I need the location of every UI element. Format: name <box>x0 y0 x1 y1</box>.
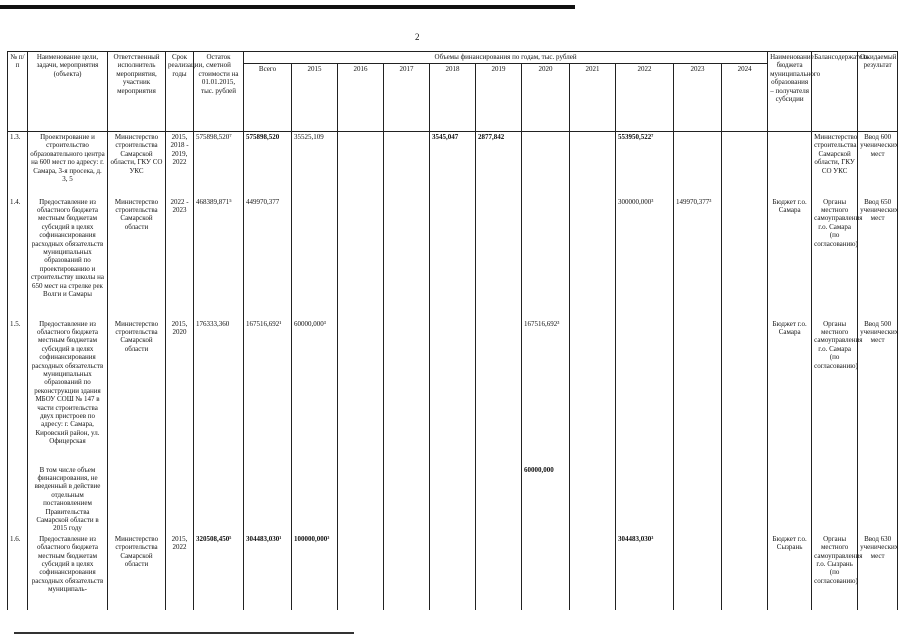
cell-year <box>430 197 476 319</box>
cell-year: 304483,030³ <box>616 534 674 610</box>
cell-holder: Министерство строительства Самарской области, ГКУ СО УКС <box>812 132 858 197</box>
cell-total <box>244 465 292 534</box>
col-funding: Объемы финансирования по годам, тыс. рублей <box>244 52 768 64</box>
cell-year: 100000,000³ <box>292 534 338 610</box>
cell-result <box>858 465 898 534</box>
cell-year <box>338 534 384 610</box>
col-executor: Ответственный исполнитель мероприятия, участник мероприятия <box>108 52 166 132</box>
cell-remainder: 575898,520⁷ <box>194 132 244 197</box>
cell-executor: Министерство строительства Самарской области <box>108 319 166 465</box>
cell-total: 167516,692¹ <box>244 319 292 465</box>
cell-year <box>522 197 570 319</box>
col-year: 2017 <box>384 64 430 132</box>
cell-year <box>384 534 430 610</box>
cell-term: 2015, 2018 - 2019, 2022 <box>166 132 194 197</box>
col-year: 2022 <box>616 64 674 132</box>
col-year: 2023 <box>674 64 722 132</box>
cell-year <box>384 197 430 319</box>
cell-holder <box>812 465 858 534</box>
cell-year <box>476 465 522 534</box>
col-year: 2019 <box>476 64 522 132</box>
table-row <box>8 465 898 534</box>
col-year: 2016 <box>338 64 384 132</box>
cell-year <box>476 197 522 319</box>
cell-year <box>570 132 616 197</box>
cell-remainder: 176333,360 <box>194 319 244 465</box>
cell-name: Предоставление из областного бюджета местным бюджетам субсидий в целях софинансирования расходных обязательств муниципаль- <box>28 534 108 610</box>
col-remainder: Остаток сметной стоимости на 01.01.2015, тыс. рублей <box>194 52 244 132</box>
cell-year: 149970,377³ <box>674 197 722 319</box>
footer-rule <box>14 632 354 634</box>
cell-year <box>674 534 722 610</box>
col-total: Всего <box>244 64 292 132</box>
col-holder: Балансодержатель <box>812 52 858 132</box>
col-year: 2021 <box>570 64 616 132</box>
cell-year: 60000,000³ <box>292 319 338 465</box>
col-year: 2015 <box>292 64 338 132</box>
cell-year: 3545,047 <box>430 132 476 197</box>
cell-year <box>430 534 476 610</box>
cell-term <box>166 465 194 534</box>
cell-year <box>338 197 384 319</box>
col-result: Ожидаемый результат <box>858 52 898 132</box>
cell-year: 553950,522⁷ <box>616 132 674 197</box>
cell-executor: Министерство строительства Самарской области <box>108 534 166 610</box>
col-term: Срок реализации, годы <box>166 52 194 132</box>
cell-budget: Бюджет г.о. Сызрань <box>768 534 812 610</box>
col-year: 2020 <box>522 64 570 132</box>
cell-result: Ввод 650 ученических мест <box>858 197 898 319</box>
cell-year <box>570 197 616 319</box>
cell-year <box>476 319 522 465</box>
cell-total: 304483,030¹ <box>244 534 292 610</box>
cell-year <box>722 197 768 319</box>
cell-year <box>384 132 430 197</box>
table-row <box>8 132 898 197</box>
cell-executor: Министерство строительства Самарской области, ГКУ СО УКС <box>108 132 166 197</box>
cell-holder: Органы местного самоуправления г.о. Самара (по согласованию) <box>812 319 858 465</box>
cell-year <box>384 319 430 465</box>
cell-num: 1.6. <box>8 534 28 610</box>
cell-remainder <box>194 465 244 534</box>
cell-year <box>570 465 616 534</box>
table-row <box>8 319 898 465</box>
cell-year <box>570 319 616 465</box>
cell-term: 2022 - 2023 <box>166 197 194 319</box>
cell-holder: Органы местного самоуправления г.о. Самара (по согласованию) <box>812 197 858 319</box>
cell-budget: Бюджет г.о. Самара <box>768 197 812 319</box>
table-row <box>8 197 898 319</box>
cell-budget <box>768 465 812 534</box>
cell-year: 167516,692³ <box>522 319 570 465</box>
cell-name: Предоставление из областного бюджета местным бюджетам субсидий в целях софинансирования расходных обязательств муниципальных образований по реконструкции здания МБОУ СОШ № 147 в части строительства двух пристроев по адресу: г. Самара, Кировский район, ул. Офицерская <box>28 319 108 465</box>
funding-table <box>7 51 898 610</box>
cell-year <box>338 465 384 534</box>
header-rule <box>0 5 575 9</box>
cell-year <box>338 319 384 465</box>
cell-executor: Министерство строительства Самарской области <box>108 197 166 319</box>
cell-year <box>674 465 722 534</box>
col-name: Наименование цели, задачи, мероприятия (объекта) <box>28 52 108 132</box>
cell-term: 2015, 2020 <box>166 319 194 465</box>
cell-remainder: 468389,871⁵ <box>194 197 244 319</box>
cell-year <box>674 132 722 197</box>
cell-year: 60000,000 <box>522 465 570 534</box>
cell-year <box>616 465 674 534</box>
cell-num: 1.5. <box>8 319 28 465</box>
cell-result: Ввод 600 ученических мест <box>858 132 898 197</box>
cell-total: 575898,520 <box>244 132 292 197</box>
cell-year <box>430 319 476 465</box>
cell-num <box>8 465 28 534</box>
col-num: № п/п <box>8 52 28 132</box>
cell-holder: Органы местного самоуправления г.о. Сызрань (по согласованию) <box>812 534 858 610</box>
cell-year: 35525,109 <box>292 132 338 197</box>
cell-year <box>292 197 338 319</box>
table-row <box>8 534 898 610</box>
cell-year <box>430 465 476 534</box>
page-number: 2 <box>415 32 420 42</box>
cell-name: Предоставление из областного бюджета местным бюджетам субсидий в целях софинансирования расходных обязательств муниципальных образований по проектированию и строительству школы на 650 мест на стрелке рек Волги и Самары <box>28 197 108 319</box>
cell-year: 300000,000³ <box>616 197 674 319</box>
cell-name: В том числе объем финансирования, не введенный в действие отдельным постановлением Правительства Самарской области в 2015 году <box>28 465 108 534</box>
col-budget: Наименование бюджета муниципального образования – получателя субсидии <box>768 52 812 132</box>
cell-budget: Бюджет г.о. Самара <box>768 319 812 465</box>
cell-year <box>384 465 430 534</box>
cell-year <box>522 132 570 197</box>
cell-year <box>522 534 570 610</box>
cell-year <box>722 319 768 465</box>
cell-result: Ввод 630 ученических мест <box>858 534 898 610</box>
cell-num: 1.3. <box>8 132 28 197</box>
col-year: 2024 <box>722 64 768 132</box>
cell-total: 449970,377 <box>244 197 292 319</box>
cell-num: 1.4. <box>8 197 28 319</box>
cell-year <box>476 534 522 610</box>
cell-executor <box>108 465 166 534</box>
cell-year: 2877,842 <box>476 132 522 197</box>
cell-year <box>674 319 722 465</box>
cell-year <box>722 534 768 610</box>
cell-year <box>722 132 768 197</box>
cell-term: 2015, 2022 <box>166 534 194 610</box>
cell-name: Проектирование и строительство образовательного центра на 600 мест по адресу: г. Самара, 3-я просека, д. 3, 5 <box>28 132 108 197</box>
col-year: 2018 <box>430 64 476 132</box>
cell-year <box>616 319 674 465</box>
cell-year <box>722 465 768 534</box>
cell-year <box>338 132 384 197</box>
cell-year <box>292 465 338 534</box>
cell-budget <box>768 132 812 197</box>
cell-remainder: 320508,450⁵ <box>194 534 244 610</box>
cell-year <box>570 534 616 610</box>
cell-result: Ввод 500 ученических мест <box>858 319 898 465</box>
